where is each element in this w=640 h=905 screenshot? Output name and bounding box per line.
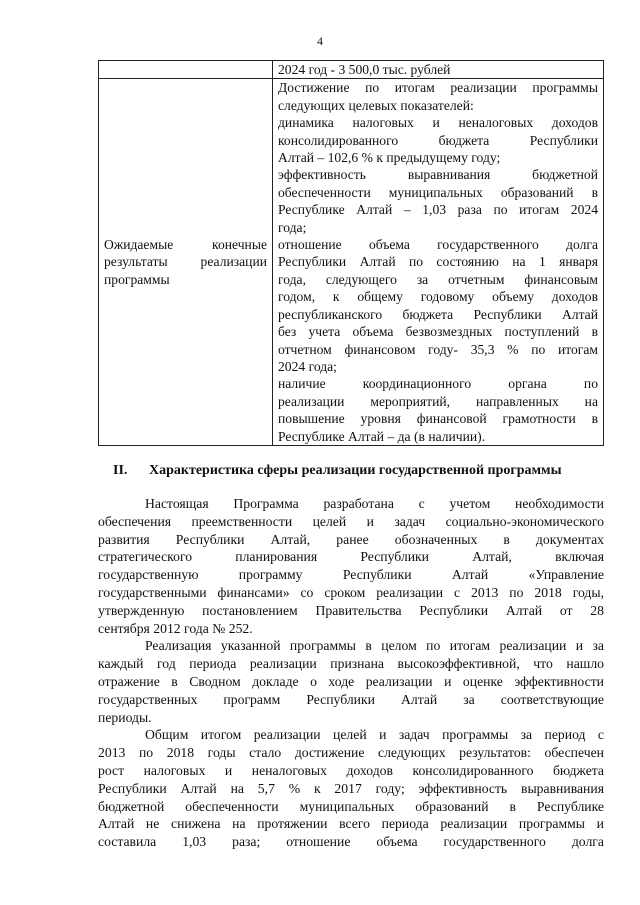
results-line: отчетном финансовом году- 35,3 % по итогам	[278, 341, 598, 357]
results-line: повышение уровня финансовой грамотности в	[278, 411, 598, 427]
results-line: обеспеченности муниципальных образований в	[278, 184, 598, 200]
results-line: республиканского бюджета Республики Алтай	[278, 306, 598, 322]
page-number: 4	[317, 34, 323, 48]
results-line: консолидированного бюджета Республики	[278, 132, 598, 148]
paragraph-line: отражение в Сводном докладе о ходе реализации и оценке эффективности	[98, 673, 604, 689]
results-line: без учета объема безвозмездных поступлений в	[278, 324, 598, 340]
results-line: Алтай – 102,6 % к предыдущему году;	[278, 150, 501, 166]
paragraph-line: рост налоговых и неналоговых доходов консолидированного бюджета	[98, 762, 604, 778]
paragraph-line: стратегического планирования Республики Алтай, включая	[98, 549, 604, 565]
results-line: наличие координационного органа по	[278, 376, 598, 392]
section-title: Характеристика сферы реализации государственной программы	[149, 463, 562, 478]
paragraph-line: Республики Алтай на 5,7 % к 2017 году; эффективность выравнивания	[98, 780, 604, 796]
results-line: отношение объема государственного долга	[278, 237, 598, 253]
paragraph-line: каждый год периода реализации признана высокоэффективной, что нашло	[98, 656, 604, 672]
paragraph-line: утвержденную постановлением Правительства Республики Алтай от 28	[98, 602, 604, 618]
results-line: Республике Алтай – да (в наличии).	[278, 428, 486, 444]
results-line: динамика налоговых и неналоговых доходов	[278, 115, 598, 131]
paragraph-line: государственную программу Республики Алтай «Управление	[98, 567, 604, 583]
paragraph-line: развития Республики Алтай, ранее обозначенных в документах	[98, 531, 604, 547]
paragraph-line: бюджетной обеспеченности муниципальных образований в Республике	[98, 798, 604, 814]
table-cell-empty	[99, 61, 273, 79]
results-line: Республики Алтай по состоянию на 1 января	[278, 254, 598, 270]
paragraph-line: составила 1,03 раза; отношение объема государственного долга	[98, 834, 604, 850]
results-line: эффективность выравнивания бюджетной	[278, 167, 598, 183]
body-text	[98, 495, 604, 851]
program-passport-table	[98, 60, 604, 446]
paragraph-line: обеспечения преемственности целей и задач социально-экономического	[98, 513, 604, 529]
paragraph-line: 2013 по 2018 годы стало достижение следующих результатов: обеспечен	[98, 745, 604, 761]
table-row-results	[99, 79, 604, 446]
paragraph-line: государственными финансами» со сроком реализации с 2013 по 2018 годы,	[98, 584, 604, 600]
funding-line: 2024 год - 3 500,0 тыс. рублей	[278, 62, 451, 77]
results-line: следующих целевых показателей:	[278, 97, 474, 113]
paragraph-line: Алтай не снижена на протяжении всего периода реализации программы и	[98, 816, 604, 832]
table-row-funding	[99, 61, 604, 79]
results-line: Достижение по итогам реализации программы	[278, 80, 598, 96]
table-cell-funding	[273, 61, 604, 79]
paragraph-line: государственных программ Республики Алтай за соответствующие	[98, 691, 604, 707]
table-cell-results-label: Ожидаемые конечные результаты реализации программы	[99, 79, 273, 446]
section-heading	[113, 462, 603, 480]
results-line: года;	[278, 219, 307, 235]
section-number: II.	[113, 463, 128, 478]
results-line: годом, к общему годовому объему доходов	[278, 289, 598, 305]
paragraph-line: Настоящая Программа разработана с учетом необходимости	[145, 496, 604, 511]
table-cell-results-value	[273, 79, 604, 446]
paragraph-line: периоды.	[98, 709, 152, 725]
results-line: Республике Алтай – 1,03 раза по итогам 2024	[278, 202, 598, 218]
results-line: года, следующего за отчетным финансовым	[278, 271, 598, 287]
paragraph-line: сентября 2012 года № 252.	[98, 620, 253, 636]
paragraph-line: Общим итогом реализации целей и задач программы за период с	[145, 727, 604, 743]
paragraph-line: Реализация указанной программы в целом по итогам реализации и за	[145, 638, 604, 654]
results-line: 2024 года;	[278, 358, 337, 374]
results-line: реализации мероприятий, направленных на	[278, 393, 598, 409]
